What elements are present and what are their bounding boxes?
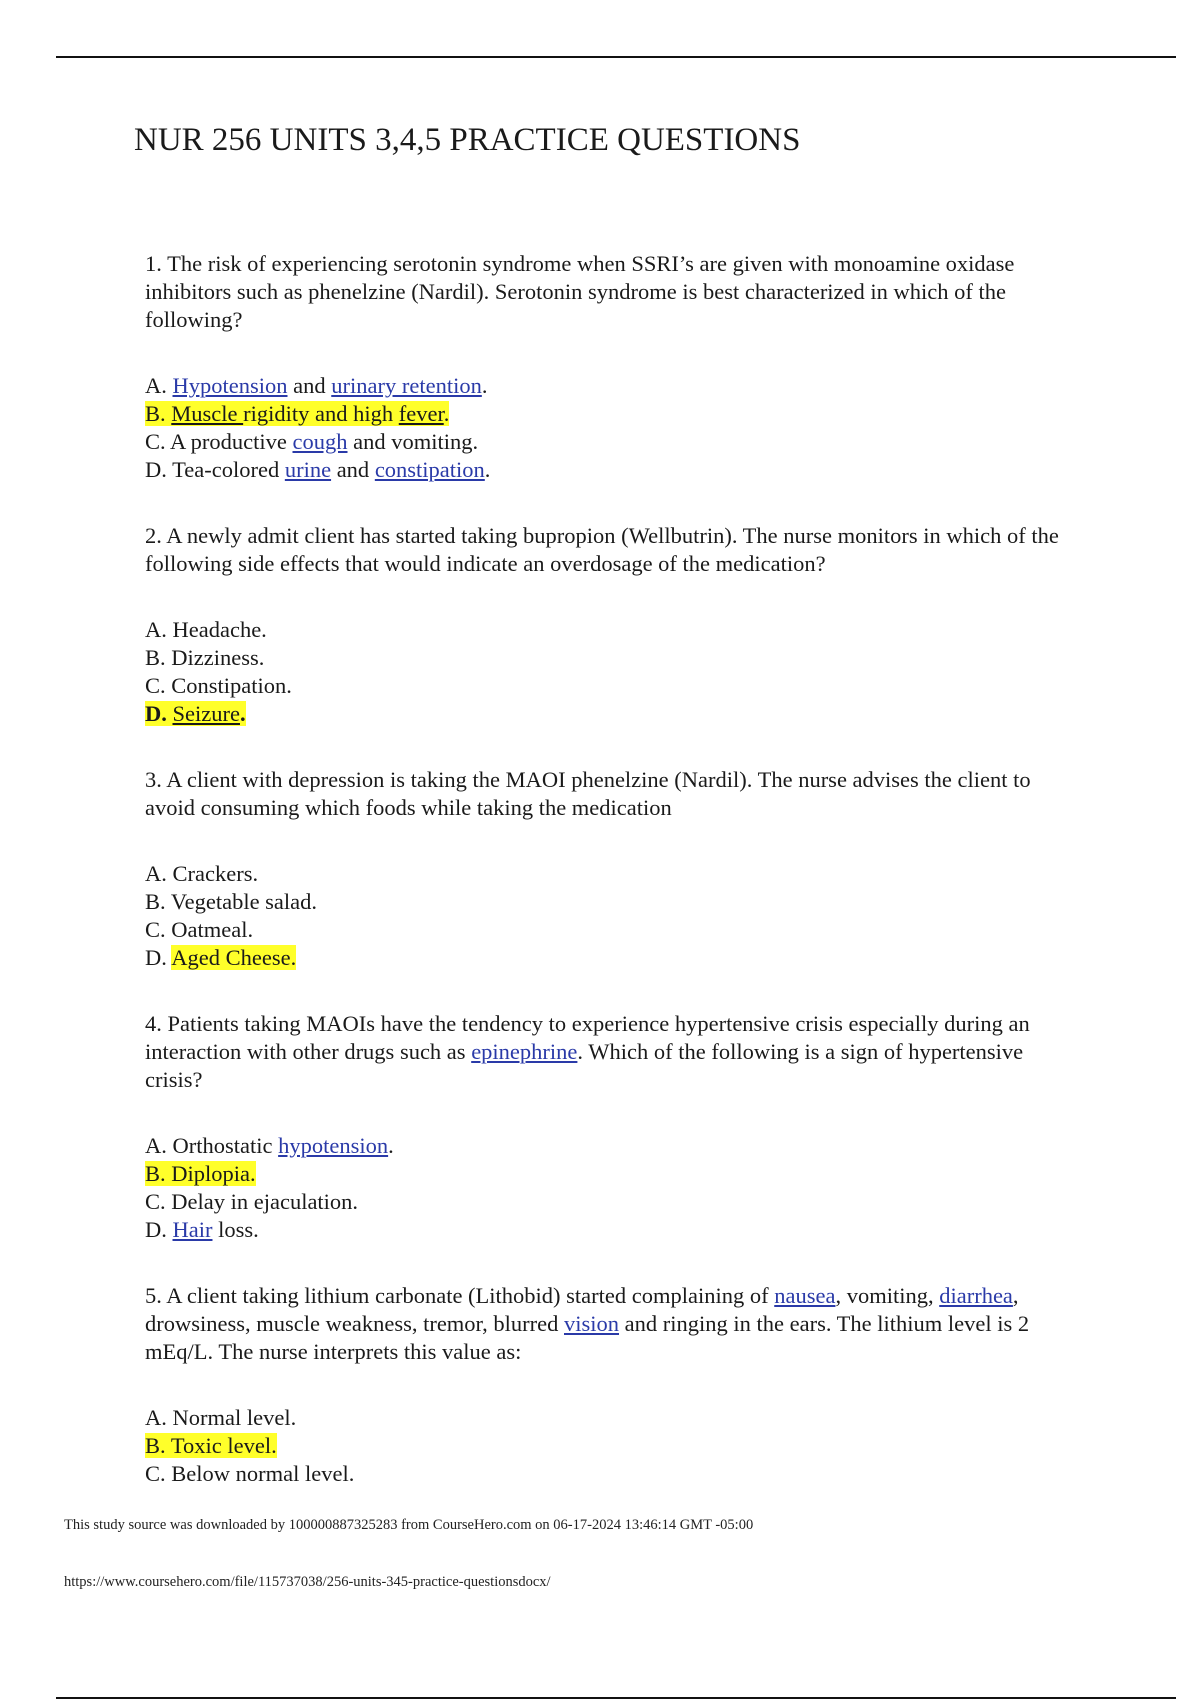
question-4-option-a: A. Orthostatic hypotension. bbox=[145, 1133, 394, 1158]
link-vision[interactable]: vision bbox=[564, 1311, 620, 1336]
question-1-option-a: A. Hypotension and urinary retention. bbox=[145, 373, 488, 398]
question-5-options bbox=[145, 1404, 1085, 1488]
question-list bbox=[145, 250, 1085, 1488]
question-3-option-a: A. Crackers. bbox=[145, 861, 259, 886]
link-diarrhea[interactable]: diarrhea bbox=[939, 1283, 1013, 1308]
link-hypotension-2[interactable]: hypotension bbox=[278, 1133, 389, 1158]
question-3-option-d-answer: D. Aged Cheese. bbox=[145, 945, 297, 970]
link-urine[interactable]: urine bbox=[284, 457, 332, 482]
page-title: NUR 256 UNITS 3,4,5 PRACTICE QUESTIONS bbox=[134, 122, 801, 158]
question-4-stem: 4. Patients taking MAOIs have the tendency to experience hypertensive crisis especially during an interaction with other drugs such as epinephrine. Which of the following is a sign of hypertensive crisis? bbox=[145, 1011, 1030, 1092]
question-2-options bbox=[145, 616, 1085, 728]
link-cough[interactable]: cough bbox=[292, 429, 348, 454]
question-5-option-c: C. Below normal level. bbox=[145, 1461, 355, 1486]
question-2-option-b: B. Dizziness. bbox=[145, 645, 265, 670]
question-1-option-c: C. A productive cough and vomiting. bbox=[145, 429, 479, 454]
question-3-stem: 3. A client with depression is taking the MAOI phenelzine (Nardil). The nurse advises the client to avoid consuming which foods while taking the medication bbox=[145, 767, 1031, 820]
link-seizure[interactable]: Seizure bbox=[172, 701, 240, 726]
question-3-option-c: C. Oatmeal. bbox=[145, 917, 254, 942]
link-constipation[interactable]: constipation bbox=[374, 457, 485, 482]
question-4-option-b-answer: B. Diplopia. bbox=[145, 1161, 256, 1186]
question-2-option-a: A. Headache. bbox=[145, 617, 267, 642]
link-muscle[interactable]: Muscle bbox=[171, 401, 244, 426]
question-3-options bbox=[145, 860, 1085, 972]
question-4-option-c: C. Delay in ejaculation. bbox=[145, 1189, 359, 1214]
question-4-option-d: D. Hair loss. bbox=[145, 1217, 259, 1242]
question-1-option-b-answer: B. Muscle rigidity and high fever. bbox=[145, 401, 450, 426]
link-epinephrine[interactable]: epinephrine bbox=[471, 1039, 578, 1064]
question-5-option-b-answer: B. Toxic level. bbox=[145, 1433, 277, 1458]
link-urinary-retention[interactable]: urinary retention bbox=[331, 373, 482, 398]
question-4-options bbox=[145, 1132, 1085, 1244]
link-fever[interactable]: fever bbox=[398, 401, 444, 426]
link-hypotension[interactable]: Hypotension bbox=[172, 373, 288, 398]
question-1-stem: 1. The risk of experiencing serotonin syndrome when SSRI’s are given with monoamine oxidase inhibitors such as phenelzine (Nardil). Serotonin syndrome is best characterized in which of the following? bbox=[145, 251, 1015, 332]
top-rule bbox=[56, 56, 1176, 58]
question-2-option-c: C. Constipation. bbox=[145, 673, 292, 698]
question-3-option-b: B. Vegetable salad. bbox=[145, 889, 318, 914]
download-notice: This study source was downloaded by 100000887325283 from CourseHero.com on 06-17-2024 13:46:14 GMT -05:00 bbox=[64, 1517, 754, 1533]
question-5-option-a: A. Normal level. bbox=[145, 1405, 297, 1430]
question-2-option-d-answer: D. Seizure. bbox=[145, 701, 246, 726]
question-1-options bbox=[145, 372, 1085, 484]
question-5-stem: 5. A client taking lithium carbonate (Lithobid) started complaining of nausea, vomiting, diarrhea, drowsiness, muscle weakness, tremor, blurred vision and ringing in the ears. The lithium level is 2 mEq/L. The nurse interprets this value as: bbox=[145, 1283, 1030, 1364]
question-2-stem: 2. A newly admit client has started taking bupropion (Wellbutrin). The nurse monitors in which of the following side effects that would indicate an overdosage of the medication? bbox=[145, 523, 1059, 576]
question-1-option-d: D. Tea-colored urine and constipation. bbox=[145, 457, 491, 482]
source-url[interactable]: https://www.coursehero.com/file/115737038/256-units-345-practice-questionsdocx/ bbox=[64, 1574, 551, 1590]
bottom-rule bbox=[56, 1697, 1176, 1699]
link-nausea[interactable]: nausea bbox=[774, 1283, 836, 1308]
link-hair[interactable]: Hair bbox=[172, 1217, 213, 1242]
